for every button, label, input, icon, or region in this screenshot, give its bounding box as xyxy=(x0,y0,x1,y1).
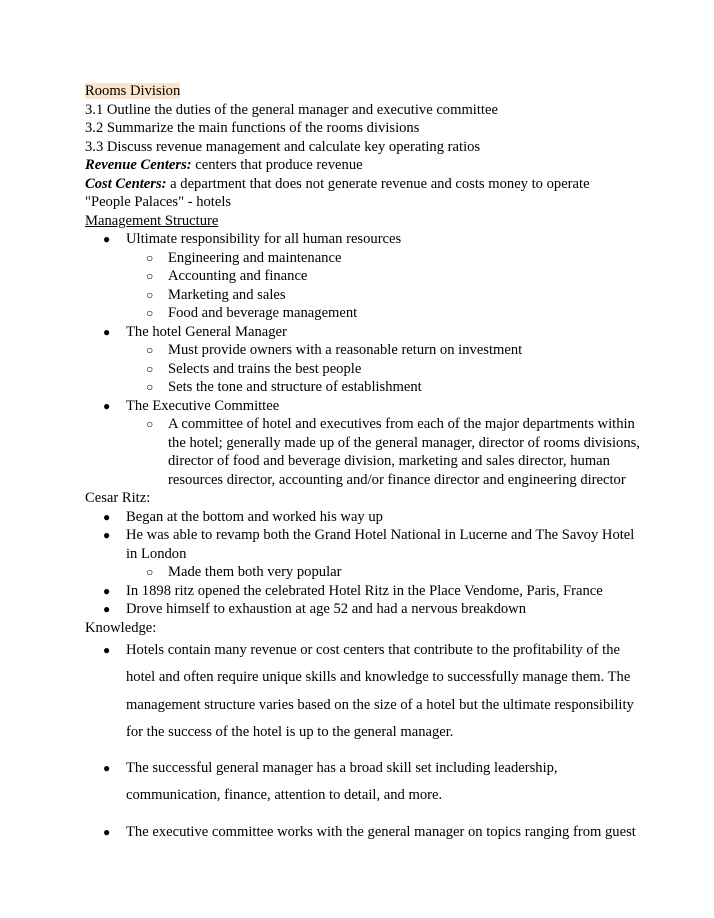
management-structure-title: Management Structure xyxy=(85,212,219,229)
list-item: ● Began at the bottom and worked his way up xyxy=(85,508,644,527)
sub-list-item: ○ Marketing and sales xyxy=(85,286,644,305)
objective-2: 3.2 Summarize the main functions of the rooms divisions xyxy=(85,120,420,136)
sub-list-item: ○ Selects and trains the best people xyxy=(85,360,644,379)
knowledge-list xyxy=(85,637,644,846)
sub-list-item: ○ Made them both very popular xyxy=(85,563,644,582)
sub-list-item: ○ Accounting and finance xyxy=(85,267,644,286)
people-palaces-line: "People Palaces" - hotels xyxy=(85,194,232,210)
sub-list-item: ○ Must provide owners with a reasonable return on investment xyxy=(85,341,644,360)
list-item: ● He was able to revamp both the Grand Hotel National in Lucerne and The Savoy Hotel in London xyxy=(85,526,644,563)
list-item: ● In 1898 ritz opened the celebrated Hotel Ritz in the Place Vendome, Paris, France xyxy=(85,582,644,601)
cost-centers-def: Cost Centers: a department that does not generate revenue and costs money to operate xyxy=(85,175,590,192)
sub-list-item: ○ Sets the tone and structure of establishment xyxy=(85,378,644,397)
sub-list-item: ○ A committee of hotel and executives from each of the major departments within the hotel; generally made up of the general manager, director of rooms divisions, director of food and beverage division, marketing and sales director, human resources director, accounting and/or finance director and engineering director xyxy=(85,415,644,489)
objective-3: 3.3 Discuss revenue management and calculate key operating ratios xyxy=(85,138,481,155)
ritz-list xyxy=(85,508,644,619)
cost-centers-term: Cost Centers: xyxy=(85,175,167,192)
sub-list-item: ○ Engineering and maintenance xyxy=(85,249,644,268)
objective-1: 3.1 Outline the duties of the general manager and executive committee xyxy=(85,101,498,118)
management-list xyxy=(85,230,644,489)
revenue-centers-term: Revenue Centers: xyxy=(85,157,192,173)
list-item: ● The Executive Committee xyxy=(85,397,644,416)
revenue-centers-def: Revenue Centers: centers that produce revenue xyxy=(85,157,363,173)
cesar-ritz-title: Cesar Ritz: xyxy=(85,490,151,506)
list-item: ● Hotels contain many revenue or cost centers that contribute to the profitability of the hotel and often require unique skills and knowledge to successfully manage them. The management structure varies based on the size of a hotel but the ultimate responsibility for the success of the hotel is up to the general manager. xyxy=(85,637,644,746)
sub-list-item: ○ Food and beverage management xyxy=(85,304,644,323)
knowledge-title: Knowledge: xyxy=(85,619,157,636)
list-item: ● The hotel General Manager xyxy=(85,323,644,342)
doc-heading: Rooms Division xyxy=(85,83,181,99)
list-item: ● The successful general manager has a broad skill set including leadership, communication, finance, attention to detail, and more. xyxy=(85,755,644,810)
list-item: ● Ultimate responsibility for all human resources xyxy=(85,230,644,249)
list-item: ● Drove himself to exhaustion at age 52 and had a nervous breakdown xyxy=(85,600,644,619)
list-item: ● The executive committee works with the general manager on topics ranging from guest xyxy=(85,819,644,846)
